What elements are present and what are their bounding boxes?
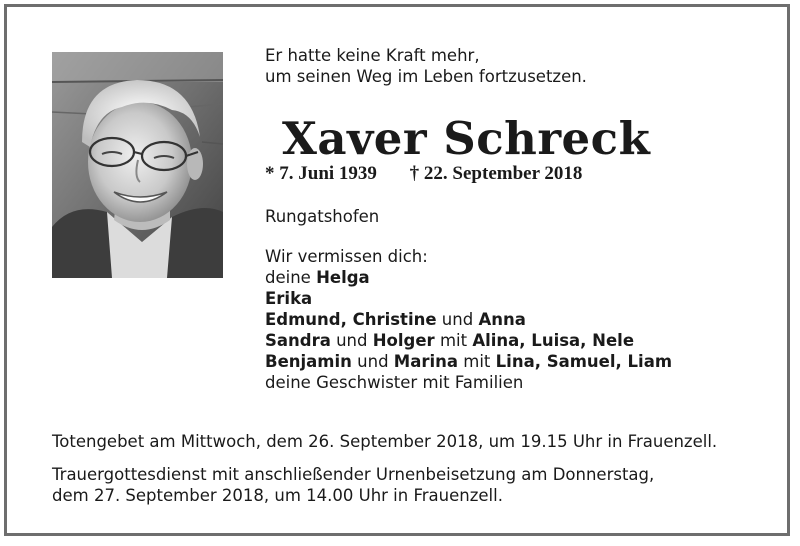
mourner-connector: und [351, 352, 394, 371]
memorial-quote [265, 45, 765, 87]
mourner-line [265, 288, 765, 309]
mourner-name: Edmund, Christine [265, 310, 437, 329]
mourner-name: Marina [393, 352, 459, 371]
death-date: † 22. September 2018 [409, 163, 583, 184]
service-line: dem 27. September 2018, um 14.00 Uhr in Frauenzell. [52, 486, 503, 505]
mourners-list [265, 246, 765, 393]
quote-line: um seinen Weg im Leben fortzusetzen. [265, 67, 587, 86]
mourners-intro: Wir vermissen dich: [265, 247, 428, 266]
mourner-connector: mit [458, 352, 496, 371]
birth-date: * 7. Juni 1939 [265, 163, 377, 184]
portrait-photo [52, 52, 223, 278]
prayer-notice: Totengebet am Mittwoch, dem 26. September 2018, um 19.15 Uhr in Frauenzell. [52, 432, 718, 451]
mourner-connector: und [436, 310, 479, 329]
mourner-name: Alina, Luisa, Nele [472, 331, 635, 350]
mourner-line [265, 309, 765, 330]
mourner-connector: deine Geschwister mit Familien [265, 373, 524, 392]
service-line: Trauergottesdienst mit anschließender Urnenbeisetzung am Donnerstag, [52, 465, 655, 484]
life-dates [265, 163, 582, 185]
mourner-line [265, 372, 765, 393]
mourner-line [265, 267, 765, 288]
mourner-name: Sandra [265, 331, 331, 350]
service-notice [52, 464, 772, 506]
mourner-line [265, 351, 765, 372]
mourner-name: Helga [316, 268, 370, 287]
mourner-name: Erika [265, 289, 313, 308]
mourner-lines [265, 267, 765, 393]
mourner-connector: und [330, 331, 373, 350]
mourner-name: Holger [372, 331, 435, 350]
mourner-connector: mit [434, 331, 473, 350]
quote-line: Er hatte keine Kraft mehr, [265, 46, 480, 65]
mourner-name: Lina, Samuel, Liam [495, 352, 673, 371]
mourner-name: Anna [478, 310, 526, 329]
hometown: Rungatshofen [265, 207, 380, 226]
deceased-name: Xaver Schreck [282, 112, 651, 165]
mourner-name: Benjamin [265, 352, 352, 371]
mourner-line [265, 330, 765, 351]
mourner-connector: deine [265, 268, 317, 287]
